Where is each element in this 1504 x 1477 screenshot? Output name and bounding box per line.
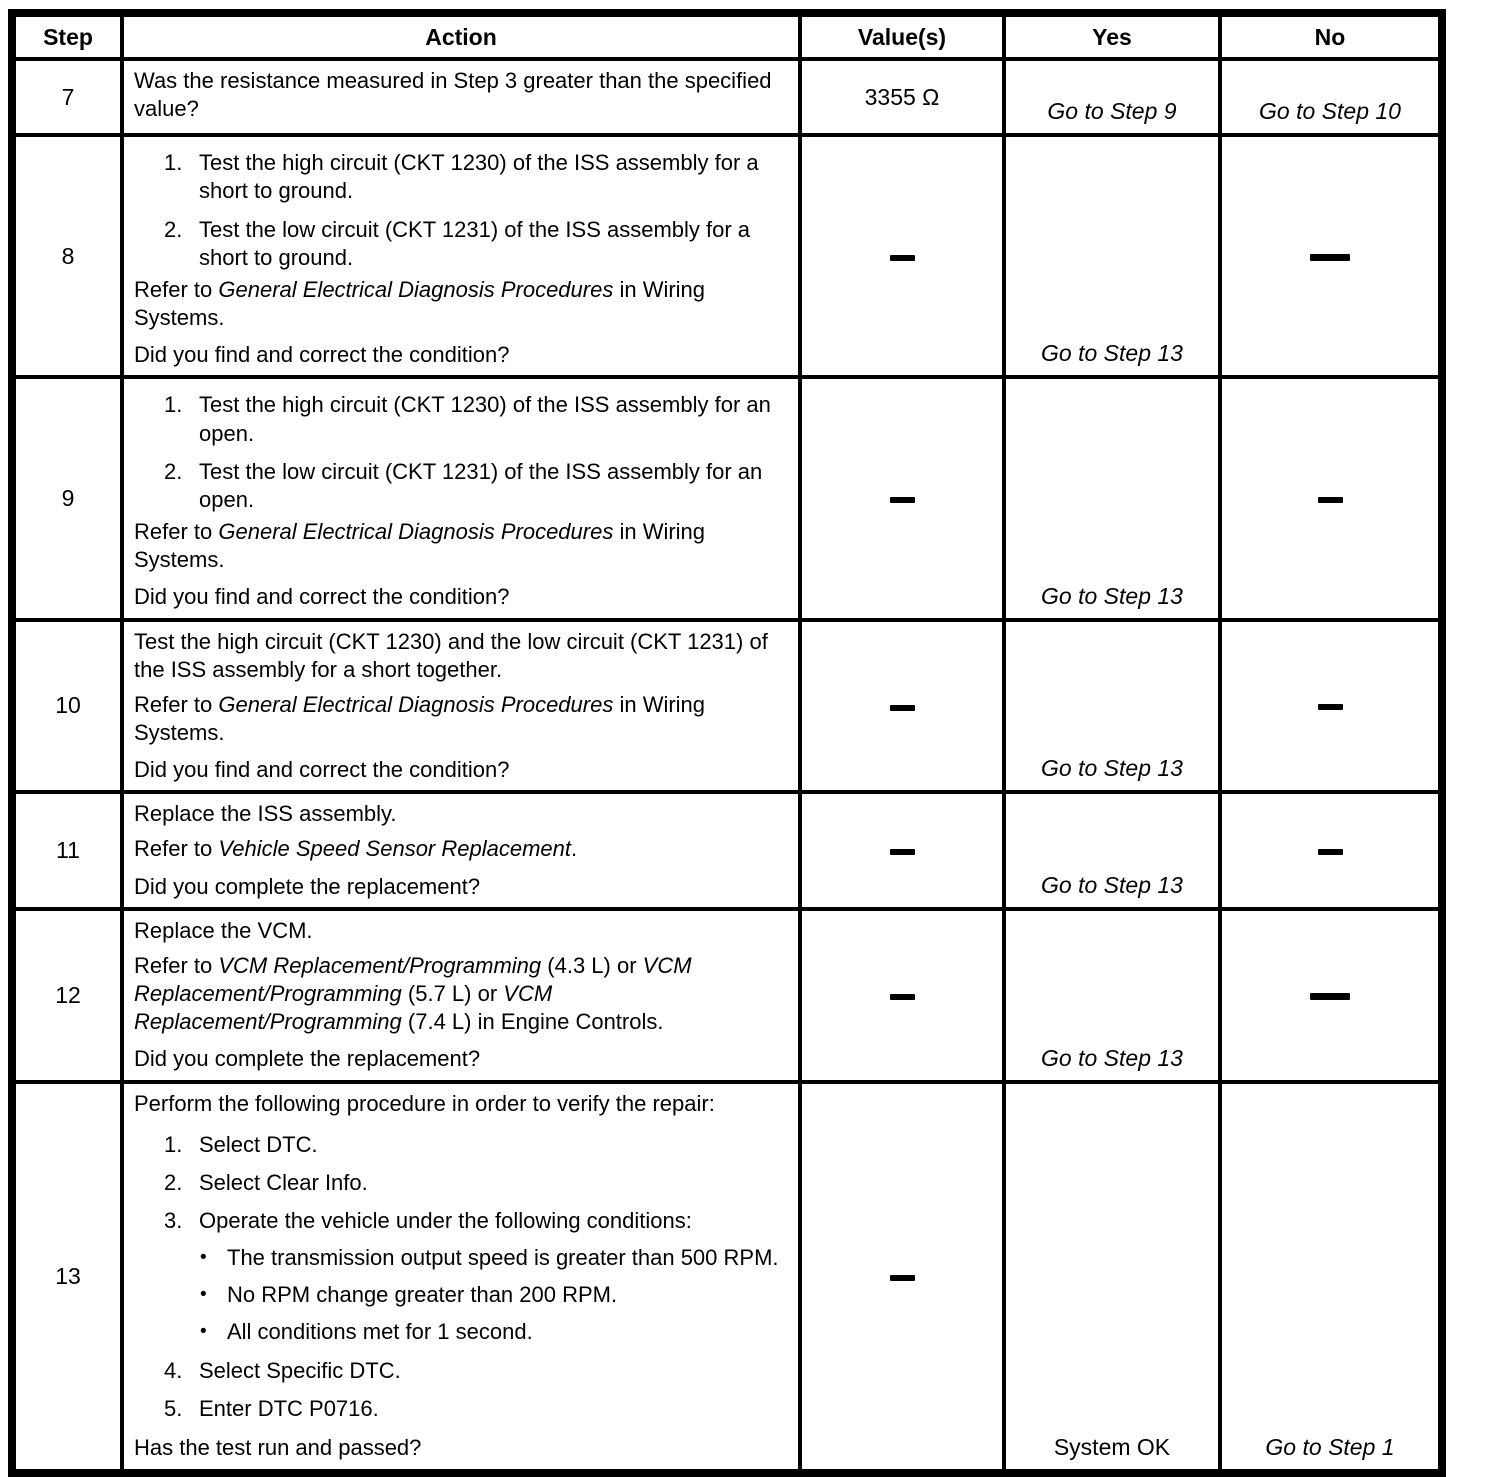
text-segment: The transmission output speed is greater than 500 RPM. [227,1245,779,1271]
step-cell [12,909,122,1082]
text-segment: Select DTC. [199,1131,318,1157]
table-row [12,909,1442,1082]
table-row [12,377,1442,619]
text-segment: Refer to [134,691,219,717]
numbered-item [164,1131,790,1159]
numbered-item [164,1357,790,1385]
text-segment: in Wiring Systems. [134,691,706,745]
step-number: 8 [61,242,75,269]
action-content [134,382,790,611]
text-segment: Has the test run and passed? [134,1435,422,1461]
item-number: 2. [164,1169,183,1195]
cell-text: Go to Step 13 [1041,1044,1183,1071]
text-segment: Replace the VCM. [134,917,313,943]
step-cell [12,792,122,908]
yes-cell [1004,1082,1220,1473]
cell-text: Go to Step 13 [1041,755,1183,782]
no-cell [1220,909,1442,1082]
text-segment: in Wiring Systems. [134,276,706,331]
yes-cell [1004,59,1220,135]
dash [1318,704,1343,710]
action-paragraph [134,1090,790,1118]
item-text [199,1131,318,1159]
action-cell [122,620,800,793]
text-segment: Enter DTC P0716. [199,1395,379,1421]
action-content [134,1087,790,1463]
text-segment: Test the high circuit (CKT 1230) of the ISS assembly for an open. [199,392,771,446]
step-number: 7 [61,83,75,110]
text-segment: Did you find and correct the condition? [134,342,510,368]
text-segment: . [571,836,578,862]
action-cell [122,1082,800,1473]
text-segment: Test the high circuit (CKT 1230) of the ISS assembly for a short to ground. [199,150,759,204]
text-segment: All conditions met for 1 second. [227,1319,533,1345]
numbered-item [164,1395,790,1423]
action-paragraph [134,917,790,945]
item-number: 4. [164,1357,183,1383]
scanned-manual-page [0,9,1504,1461]
text-segment: Replace the ISS assembly. [134,801,397,827]
bullet-icon: • [200,1247,207,1269]
no-cell [1220,59,1442,135]
question-text [134,1040,790,1073]
action-paragraph [134,835,790,863]
text-segment: Refer to [134,836,219,862]
yes-cell [1004,792,1220,908]
item-number: 5. [164,1395,183,1421]
action-content [134,625,790,785]
item-text [227,1281,617,1309]
dash [1318,849,1343,855]
col-header-yes: Yes [1004,13,1220,59]
dash [1310,254,1350,261]
text-segment: Select Specific DTC. [199,1357,401,1383]
step-number: 11 [56,837,80,864]
cell-text: Go to Step 13 [1041,582,1183,609]
action-cell [122,792,800,908]
dash [1318,497,1343,503]
reference-text: General Electrical Diagnosis Procedures [218,519,614,545]
cell-text: Go to Step 13 [1041,340,1183,367]
item-number: 1. [164,1131,183,1157]
text-segment: (4.3 L) or [541,952,643,978]
reference-text: General Electrical Diagnosis Procedures [218,276,614,302]
value-cell [800,909,1004,1082]
action-paragraph [134,952,790,1036]
numbered-item [164,391,790,447]
text-segment: Refer to [134,276,219,302]
item-number: 2. [164,458,183,484]
dash [890,994,915,1000]
table-row [12,620,1442,793]
value-cell [800,377,1004,619]
action-paragraph [134,800,790,828]
table-header-row [12,13,1442,59]
action-paragraph [134,691,790,747]
table-row [12,59,1442,135]
item-number: 2. [164,216,183,242]
bullet-item [200,1318,790,1346]
item-text [227,1318,533,1346]
step-number: 9 [61,484,75,511]
item-text [199,149,790,205]
step-number: 10 [55,692,81,719]
yes-cell [1004,135,1220,377]
cell-text: System OK [1053,1433,1171,1460]
dash [1310,993,1350,1000]
item-number: 3. [164,1208,183,1233]
dash [890,1275,915,1281]
item-number: 1. [164,392,183,418]
step-number: 12 [55,981,81,1008]
action-paragraph [134,518,790,574]
step-cell [12,620,122,793]
numbered-item [164,216,790,272]
value-cell [800,59,1004,135]
reference-text: General Electrical Diagnosis Procedures [218,691,614,717]
yes-cell [1004,620,1220,793]
step-number: 13 [55,1262,81,1289]
cell-text: Go to Step 13 [1041,871,1183,898]
text-segment: Perform the following procedure in order to verify the repair: [134,1090,715,1116]
cell-text: Go to Step 9 [1047,98,1177,125]
action-cell [122,377,800,619]
col-header-action: Action [122,13,800,59]
numbered-item [164,1169,790,1197]
item-text [199,1357,401,1385]
table-row [12,135,1442,377]
value-cell [800,1082,1004,1473]
numbered-item [164,149,790,205]
text-segment: Did you find and correct the condition? [134,584,510,610]
action-content [134,797,790,900]
cell-text: Go to Step 1 [1265,1433,1395,1460]
text-segment: (7.4 L) in Engine Controls. [401,1009,664,1035]
text-segment: Test the low circuit (CKT 1231) of the ISS assembly for a short to ground. [199,216,751,270]
numbered-item [164,458,790,514]
text-segment: Refer to [134,519,219,545]
no-cell [1220,377,1442,619]
question-text [134,336,790,369]
value-cell [800,135,1004,377]
col-header-step: Step [12,13,122,59]
item-text [199,1207,692,1235]
item-text [199,458,790,514]
bullet-item [200,1281,790,1309]
numbered-item [164,1207,790,1235]
step-cell [12,1082,122,1473]
item-text [199,1169,368,1197]
text-segment: No RPM change greater than 200 RPM. [227,1282,618,1308]
no-cell [1220,135,1442,377]
yes-cell [1004,377,1220,619]
no-cell [1220,620,1442,793]
action-content [134,914,790,1074]
table-row [12,1082,1442,1473]
bullet-item [200,1244,790,1272]
reference-text: VCM Replacement/Programming [134,981,553,1035]
text-segment: Did you complete the replacement? [134,1046,481,1072]
text-segment: Test the high circuit (CKT 1230) and the low circuit (CKT 1231) of the ISS assembly for a short together. [134,628,768,682]
value-cell [800,620,1004,793]
reference-text: VCM Replacement/Programming [218,952,542,978]
item-text [199,216,790,272]
text-segment: Test the low circuit (CKT 1231) of the ISS assembly for an open. [199,458,763,512]
bullet-icon: • [200,1284,207,1306]
action-cell [122,909,800,1082]
question-text [134,578,790,611]
item-text [227,1244,779,1272]
text-segment: in Wiring Systems. [134,519,706,573]
question-text [134,751,790,784]
action-paragraph [134,276,790,332]
reference-text: Vehicle Speed Sensor Replacement [218,836,571,862]
bullet-icon: • [200,1321,207,1343]
action-content [134,140,790,369]
action-content [134,64,790,127]
text-segment: (5.7 L) or [401,981,504,1007]
text-segment: Was the resistance measured in Step 3 greater than the specified value? [134,68,772,122]
action-cell [122,135,800,377]
col-header-values: Value(s) [800,13,1004,59]
item-number: 1. [164,150,183,176]
step-cell [12,135,122,377]
no-cell [1220,792,1442,908]
text-segment: Did you find and correct the condition? [134,757,510,783]
step-cell [12,59,122,135]
value-cell [800,792,1004,908]
yes-cell [1004,909,1220,1082]
question-text [134,1429,790,1462]
dash [890,255,915,261]
col-header-no: No [1220,13,1442,59]
step-cell [12,377,122,619]
text-segment: Did you complete the replacement? [134,873,481,899]
text-segment: Refer to [134,952,219,978]
dash [890,849,915,855]
action-paragraph [134,67,790,123]
no-cell [1220,1082,1442,1473]
action-paragraph [134,628,790,684]
text-segment: Select Clear Info. [199,1169,368,1195]
dash [890,497,915,503]
table-row [12,792,1442,908]
reference-text: VCM Replacement/Programming [134,952,692,1007]
text-segment: Operate the vehicle under the following conditions: [199,1208,692,1233]
item-text [199,1395,379,1423]
diagnostic-table [8,9,1446,1477]
question-text [134,868,790,901]
item-text [199,391,790,447]
cell-text: 3355 Ω [864,83,940,110]
cell-text: Go to Step 10 [1259,98,1401,125]
dash [890,705,915,711]
action-cell [122,59,800,135]
